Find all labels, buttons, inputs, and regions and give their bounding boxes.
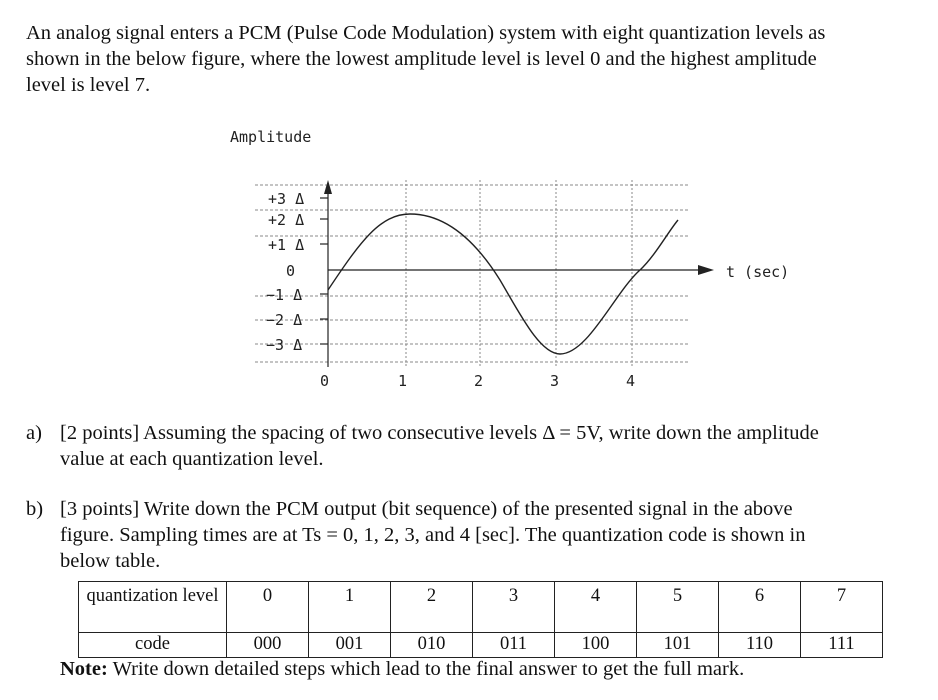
table-cell-code: 001 [309, 633, 391, 658]
table-cell-level: 2 [391, 582, 473, 633]
level-label-m3: −3 Δ [266, 336, 303, 354]
intro-line-1: An analog signal enters a PCM (Pulse Code Modulation) system with eight quantization levels as [26, 22, 826, 44]
level-label-m2: −2 Δ [266, 311, 303, 329]
analog-signal-curve [328, 214, 678, 354]
question-a-label: a) [26, 422, 42, 444]
note-label: Note: [60, 658, 108, 680]
y-axis-title: Amplitude [230, 128, 312, 146]
quantization-code-table [78, 581, 883, 658]
table-cell-code: 100 [555, 633, 637, 658]
table-cell-code: 000 [227, 633, 309, 658]
level-label-p2: +2 Δ [268, 211, 305, 229]
table-cell-code: 110 [719, 633, 801, 658]
signal-figure [220, 122, 820, 394]
table-cell-level: 7 [801, 582, 883, 633]
table-cell-code: 101 [637, 633, 719, 658]
table-cell-code: 010 [391, 633, 473, 658]
question-b-label: b) [26, 498, 44, 520]
table-header-code: code [79, 633, 227, 658]
table-cell-code: 011 [473, 633, 555, 658]
question-b-line-3: below table. [60, 550, 161, 572]
time-tick-2: 2 [474, 372, 484, 390]
question-b-line-1: [3 points] Write down the PCM output (bit sequence) of the presented signal in the above [60, 498, 793, 520]
question-a-line-2: value at each quantization level. [60, 448, 324, 470]
table-cell-level: 0 [227, 582, 309, 633]
table-cell-level: 5 [637, 582, 719, 633]
intro-line-2: shown in the below figure, where the lowest amplitude level is level 0 and the highest amplitude [26, 48, 817, 70]
problem-intro [26, 20, 906, 98]
question-a-text [60, 420, 900, 472]
level-label-m1: −1 Δ [266, 286, 303, 304]
level-label-p3: +3 Δ [268, 190, 305, 208]
note [60, 656, 744, 682]
intro-line-3: level is level 7. [26, 74, 151, 96]
note-text: Write down detailed steps which lead to the final answer to get the full mark. [112, 658, 745, 680]
table-cell-level: 3 [473, 582, 555, 633]
level-label-zero: 0 [286, 262, 296, 280]
table-header-level: quantization level [79, 582, 227, 633]
time-tick-4: 4 [626, 372, 636, 390]
table-row-levels [79, 582, 883, 633]
amplitude-axis-arrow [324, 180, 332, 194]
time-tick-1: 1 [398, 372, 408, 390]
time-axis-arrow [698, 265, 714, 275]
x-axis-title: t (sec) [726, 263, 790, 281]
table-cell-level: 4 [555, 582, 637, 633]
time-tick-3: 3 [550, 372, 560, 390]
table-cell-level: 1 [309, 582, 391, 633]
time-tick-0: 0 [320, 372, 330, 390]
question-b-text [60, 496, 880, 574]
table-cell-code: 111 [801, 633, 883, 658]
signal-plot [220, 122, 820, 394]
table-cell-level: 6 [719, 582, 801, 633]
table-row-codes [79, 633, 883, 658]
question-a-line-1: [2 points] Assuming the spacing of two consecutive levels Δ = 5V, write down the amplitude [60, 422, 819, 444]
question-b-line-2: figure. Sampling times are at Ts = 0, 1, 2, 3, and 4 [sec]. The quantization code is shown in [60, 524, 806, 546]
level-label-p1: +1 Δ [268, 236, 305, 254]
